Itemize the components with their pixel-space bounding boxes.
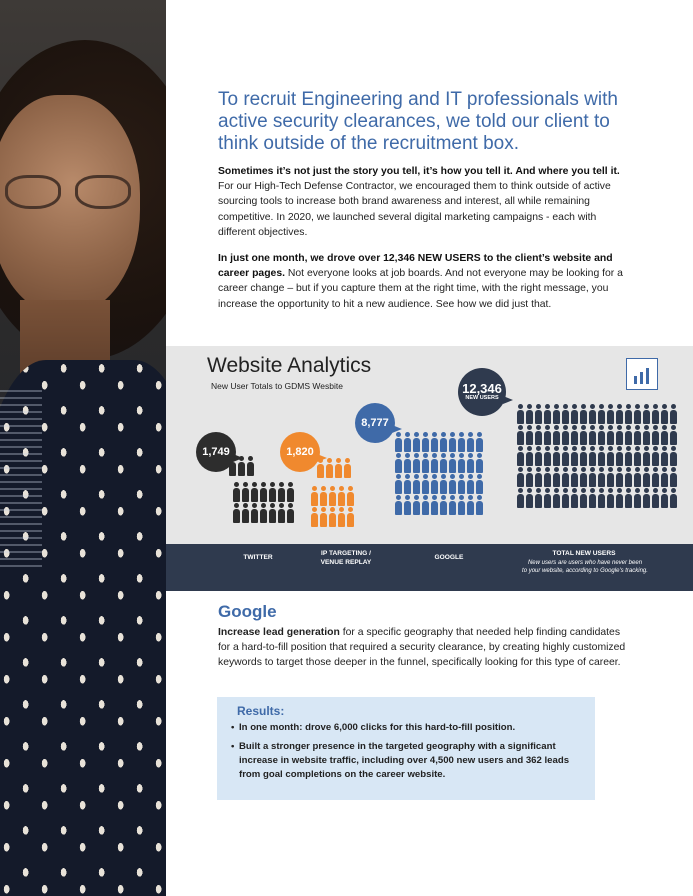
person-icon (250, 503, 258, 523)
google-paragraph (218, 625, 630, 671)
google-heading: Google (218, 602, 277, 621)
person-icon (310, 486, 318, 506)
person-icon (246, 456, 254, 476)
person-icon (651, 425, 659, 445)
person-icon (421, 474, 429, 494)
analytics-subtitle: New User Totals to GDMS Wesbite (211, 381, 343, 391)
person-icon (466, 495, 474, 515)
person-icon (316, 458, 324, 478)
person-icon (543, 488, 551, 508)
person-icon (310, 507, 318, 527)
person-icon (624, 404, 632, 424)
person-icon (403, 432, 411, 452)
intro-p1-bold: Sometimes it’s not just the story you tell, it’s how you tell it. And where you tell it. (218, 166, 620, 177)
person-icon (337, 486, 345, 506)
total-people-group (516, 404, 677, 508)
total-note-line2: to your website, according to Google's tracking. (522, 568, 648, 574)
person-icon (448, 495, 456, 515)
person-icon (534, 425, 542, 445)
person-icon (448, 432, 456, 452)
person-icon (543, 425, 551, 445)
person-icon (525, 467, 533, 487)
total-note-line1: New users are users who have never been (527, 560, 643, 566)
person-icon (543, 467, 551, 487)
person-icon (430, 453, 438, 473)
person-icon (660, 467, 668, 487)
person-icon (412, 495, 420, 515)
person-icon (642, 404, 650, 424)
person-icon (579, 488, 587, 508)
person-icon (328, 507, 336, 527)
results-title: Results: (237, 704, 285, 718)
person-icon (457, 432, 465, 452)
ip-label-line1: IP TARGETING / (321, 550, 371, 557)
person-icon (466, 432, 474, 452)
person-icon (475, 474, 483, 494)
person-icon (606, 488, 614, 508)
twitter-people-group-lower (232, 482, 294, 523)
person-icon (286, 503, 294, 523)
person-icon (394, 474, 402, 494)
results-item: • Built a stronger presence in the targeted geography with a significant increase in website traffic, including over 4,500 new users and 362 leads from goal completions on the career website. (231, 740, 581, 782)
person-icon (570, 425, 578, 445)
person-icon (597, 425, 605, 445)
person-icon (570, 446, 578, 466)
google-para-bold: Increase lead generation (218, 627, 340, 638)
person-icon (624, 467, 632, 487)
google-value-bubble (355, 403, 395, 443)
total-value: 12,346 (462, 380, 502, 396)
bar-chart-icon (626, 358, 658, 390)
person-icon (457, 474, 465, 494)
person-icon (633, 467, 641, 487)
person-icon (534, 446, 542, 466)
person-icon (543, 404, 551, 424)
person-icon (651, 446, 659, 466)
person-icon (642, 467, 650, 487)
person-icon (561, 425, 569, 445)
person-icon (570, 404, 578, 424)
person-icon (328, 486, 336, 506)
person-icon (466, 474, 474, 494)
person-icon (660, 404, 668, 424)
person-icon (579, 404, 587, 424)
person-icon (343, 458, 351, 478)
analytics-banner (166, 346, 693, 546)
person-icon (597, 488, 605, 508)
person-icon (430, 474, 438, 494)
ip-label-line2: VENUE REPLAY (320, 559, 372, 566)
person-icon (403, 453, 411, 473)
person-icon (624, 446, 632, 466)
intro-paragraph-1 (218, 164, 630, 240)
person-icon (516, 488, 524, 508)
person-icon (439, 432, 447, 452)
results-box (217, 697, 595, 800)
person-icon (430, 432, 438, 452)
person-icon (579, 446, 587, 466)
person-icon (448, 453, 456, 473)
twitter-label: TWITTER (243, 554, 273, 561)
person-icon (516, 467, 524, 487)
person-icon (642, 488, 650, 508)
person-icon (319, 507, 327, 527)
person-icon (346, 486, 354, 506)
person-icon (669, 425, 677, 445)
person-icon (633, 446, 641, 466)
person-icon (651, 467, 659, 487)
ip-label (306, 549, 386, 567)
person-icon (430, 495, 438, 515)
person-icon (439, 495, 447, 515)
person-icon (552, 425, 560, 445)
person-icon (534, 404, 542, 424)
person-icon (615, 467, 623, 487)
intro-p2-text: Not everyone looks at job boards. And not everyone may be looking for a career change – but if you capture them at the right time, with the right message, you increase the opportunity to hit a new audience. See how we did just that. (218, 268, 623, 310)
person-icon (597, 467, 605, 487)
person-icon (561, 404, 569, 424)
person-icon (394, 432, 402, 452)
person-icon (642, 446, 650, 466)
twitter-people-group (228, 456, 254, 476)
person-icon (241, 482, 249, 502)
person-icon (561, 467, 569, 487)
total-note (500, 559, 670, 575)
person-icon (475, 495, 483, 515)
person-icon (346, 507, 354, 527)
person-icon (334, 458, 342, 478)
person-icon (669, 467, 677, 487)
google-people-group (394, 432, 483, 515)
person-icon (552, 446, 560, 466)
photo-glasses (5, 175, 135, 205)
person-icon (588, 446, 596, 466)
person-icon (412, 474, 420, 494)
google-label: GOOGLE (434, 554, 464, 561)
person-icon (633, 404, 641, 424)
person-icon (516, 425, 524, 445)
person-icon (516, 446, 524, 466)
hero-photo (0, 0, 166, 896)
person-icon (660, 446, 668, 466)
person-icon (277, 482, 285, 502)
person-icon (325, 458, 333, 478)
person-icon (606, 446, 614, 466)
person-icon (525, 404, 533, 424)
person-icon (588, 488, 596, 508)
person-icon (259, 503, 267, 523)
person-icon (466, 453, 474, 473)
intro-paragraph-2 (218, 251, 630, 312)
person-icon (624, 488, 632, 508)
person-icon (228, 456, 236, 476)
person-icon (439, 453, 447, 473)
person-icon (615, 488, 623, 508)
total-value-bubble (458, 368, 506, 416)
person-icon (570, 467, 578, 487)
person-icon (588, 467, 596, 487)
person-icon (475, 432, 483, 452)
google-para-text: for a specific geography that needed help finding candidates for a hard-to-fill position that required a security clearance, by creating highly customized keywords to target those deeper in the funnel, specifically looking for this type of career. (218, 627, 626, 669)
person-icon (232, 503, 240, 523)
ip-people-group (316, 458, 351, 478)
person-icon (606, 404, 614, 424)
person-icon (403, 474, 411, 494)
person-icon (669, 446, 677, 466)
person-icon (421, 432, 429, 452)
person-icon (561, 488, 569, 508)
person-icon (579, 425, 587, 445)
person-icon (633, 425, 641, 445)
person-icon (561, 446, 569, 466)
person-icon (552, 404, 560, 424)
person-icon (259, 482, 267, 502)
person-icon (412, 453, 420, 473)
person-icon (651, 488, 659, 508)
total-badge: NEW USERS (465, 394, 499, 401)
person-icon (525, 488, 533, 508)
person-icon (588, 425, 596, 445)
twitter-value: 1,749 (202, 446, 230, 458)
person-icon (597, 404, 605, 424)
person-icon (624, 425, 632, 445)
person-icon (475, 453, 483, 473)
person-icon (268, 482, 276, 502)
person-icon (457, 453, 465, 473)
intro-p2-bold: In just one month, we drove over 12,346 NEW USERS to the client’s website and career pages. (218, 253, 613, 280)
person-icon (232, 482, 240, 502)
person-icon (457, 495, 465, 515)
ip-people-group-lower (310, 486, 354, 527)
person-icon (250, 482, 258, 502)
person-icon (525, 425, 533, 445)
person-icon (552, 488, 560, 508)
person-icon (394, 495, 402, 515)
person-icon (516, 404, 524, 424)
person-icon (337, 507, 345, 527)
person-icon (534, 467, 542, 487)
results-list (231, 721, 581, 787)
person-icon (615, 404, 623, 424)
google-value: 8,777 (361, 417, 389, 429)
person-icon (525, 446, 533, 466)
person-icon (241, 503, 249, 523)
person-icon (403, 495, 411, 515)
person-icon (534, 488, 542, 508)
person-icon (237, 456, 245, 476)
person-icon (421, 453, 429, 473)
person-icon (651, 404, 659, 424)
page-heading: To recruit Engineering and IT professionals with active security clearances, we told our client to think outside of the recruitment box. (218, 89, 618, 154)
person-icon (660, 488, 668, 508)
person-icon (606, 467, 614, 487)
person-icon (669, 488, 677, 508)
photo-screen-reflection (0, 390, 42, 570)
person-icon (570, 488, 578, 508)
ip-value: 1,820 (286, 446, 314, 458)
intro-p1-text: For our High-Tech Defense Contractor, we encouraged them to think outside of active sourcing tools to increase both brand awareness and interest, all while remaining competitive. In 2020, we launched several digital marketing campaigns - each with different objectives. (218, 181, 611, 238)
person-icon (394, 453, 402, 473)
person-icon (421, 495, 429, 515)
person-icon (268, 503, 276, 523)
person-icon (615, 446, 623, 466)
analytics-title: Website Analytics (207, 354, 372, 377)
person-icon (588, 404, 596, 424)
person-icon (543, 446, 551, 466)
person-icon (448, 474, 456, 494)
ip-value-bubble (280, 432, 320, 472)
person-icon (552, 467, 560, 487)
person-icon (660, 425, 668, 445)
person-icon (669, 404, 677, 424)
analytics-label-bar (166, 544, 693, 591)
person-icon (579, 467, 587, 487)
person-icon (277, 503, 285, 523)
person-icon (633, 488, 641, 508)
person-icon (319, 486, 327, 506)
person-icon (412, 432, 420, 452)
results-item: • In one month: drove 6,000 clicks for this hard-to-fill position. (231, 721, 581, 735)
person-icon (642, 425, 650, 445)
person-icon (597, 446, 605, 466)
person-icon (286, 482, 294, 502)
total-label: TOTAL NEW USERS (552, 550, 616, 557)
person-icon (606, 425, 614, 445)
person-icon (615, 425, 623, 445)
person-icon (439, 474, 447, 494)
